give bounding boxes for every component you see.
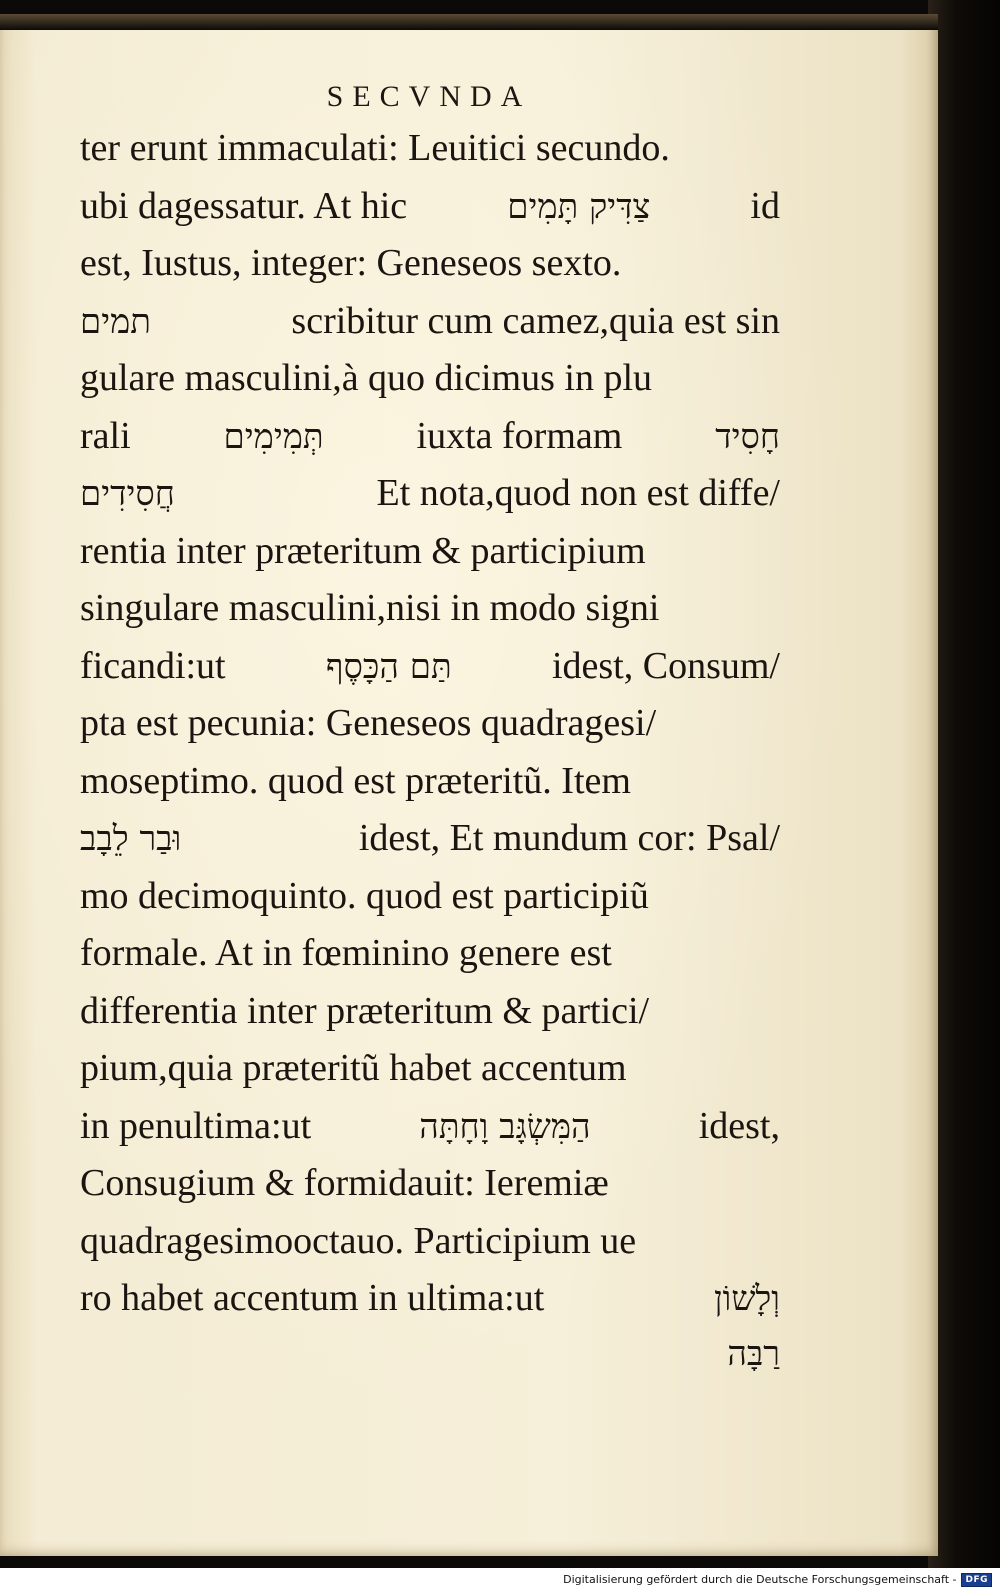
hebrew-word: רַבָּה <box>727 1333 780 1374</box>
latin-text: ficandi:ut <box>80 644 226 687</box>
hebrew-word: תמים <box>80 301 152 342</box>
text-line <box>80 1104 780 1162</box>
hebrew-word: חֲסִידִים <box>80 474 175 514</box>
text-line <box>80 989 780 1047</box>
text-line <box>80 356 780 414</box>
text-line <box>80 471 780 529</box>
latin-text: gulare masculini,à quo dicimus in plu <box>80 357 653 399</box>
hebrew-word: חָסִיד <box>715 416 780 457</box>
footer-credit-text: Digitalisierung gefördert durch die Deutsche Forschungsgemeinschaft - <box>563 1573 957 1586</box>
latin-text: id <box>750 184 780 227</box>
latin-text: est, Iustus, integer: Geneseos sexto. <box>80 242 622 284</box>
text-line <box>80 414 780 472</box>
text-line <box>80 1046 780 1104</box>
hebrew-word: תְּמִימִים <box>223 416 324 457</box>
latin-text: iuxta formam <box>416 414 623 457</box>
hebrew-word: וְלָשׁוֹן <box>713 1279 780 1319</box>
latin-text: pium,quia præteritũ habet accentum <box>80 1047 627 1089</box>
text-line <box>80 931 780 989</box>
latin-text: idest, Et mundum cor: Psal/ <box>358 817 780 859</box>
latin-text: scribitur cum camez,quia est sin <box>291 299 780 342</box>
latin-text: pta est pecunia: Geneseos quadragesi/ <box>80 702 657 744</box>
text-line <box>80 816 780 874</box>
hebrew-word: הַמִּשְׂגָּב וָחָתָּה <box>419 1106 591 1147</box>
latin-text: quadragesimooctauo. Participium ue <box>80 1219 637 1262</box>
text-line <box>80 759 780 817</box>
running-head: SECVNDA <box>326 80 532 113</box>
hebrew-word: וּבַר לֵבָב <box>80 819 182 859</box>
dfg-logo-icon: DFG <box>961 1573 992 1587</box>
text-line <box>80 241 780 299</box>
text-line <box>80 299 780 357</box>
text-line <box>80 701 780 759</box>
text-line <box>80 1219 780 1277</box>
latin-text: moseptimo. quod est præteritũ. Item <box>80 759 631 802</box>
digitization-footer <box>0 1568 1000 1591</box>
text-block <box>80 126 780 1391</box>
text-line <box>80 529 780 587</box>
text-line <box>80 126 780 184</box>
latin-text: ter erunt immaculati: Leuitici secundo. <box>80 127 670 169</box>
text-line <box>80 874 780 932</box>
latin-text: Consugium & formidauit: Ieremiæ <box>80 1162 609 1204</box>
latin-text: idest, <box>698 1104 780 1147</box>
latin-text: idest, Consum/ <box>551 644 780 687</box>
latin-text: ro habet accentum in ultima:ut <box>80 1277 545 1319</box>
text-line <box>80 1276 780 1334</box>
latin-text: mo decimoquinto. quod est participiũ <box>80 874 649 917</box>
page-top-edge <box>0 14 938 30</box>
text-line <box>80 184 780 242</box>
latin-text: rali <box>80 414 131 457</box>
text-line <box>80 1334 780 1392</box>
latin-text: Et nota,quod non est diffe/ <box>376 472 780 514</box>
latin-text: differentia inter præteritum & partici/ <box>80 989 650 1032</box>
latin-text: singulare masculini,nisi in modo signi <box>80 587 660 629</box>
text-line <box>80 644 780 702</box>
latin-text: ubi dagessatur. At hic <box>80 184 408 227</box>
book-spine-edge <box>928 0 1000 1568</box>
latin-text: rentia inter præteritum & participium <box>80 529 646 572</box>
hebrew-word: צַדִּיק תָּמִים <box>507 186 651 227</box>
text-line <box>80 1161 780 1219</box>
hebrew-word: תַּם הַכָּסֶף <box>325 646 452 687</box>
book-page <box>0 14 938 1556</box>
latin-text: in penultima:ut <box>80 1104 312 1147</box>
latin-text: formale. At in fœminino genere est <box>80 932 612 974</box>
text-line <box>80 586 780 644</box>
